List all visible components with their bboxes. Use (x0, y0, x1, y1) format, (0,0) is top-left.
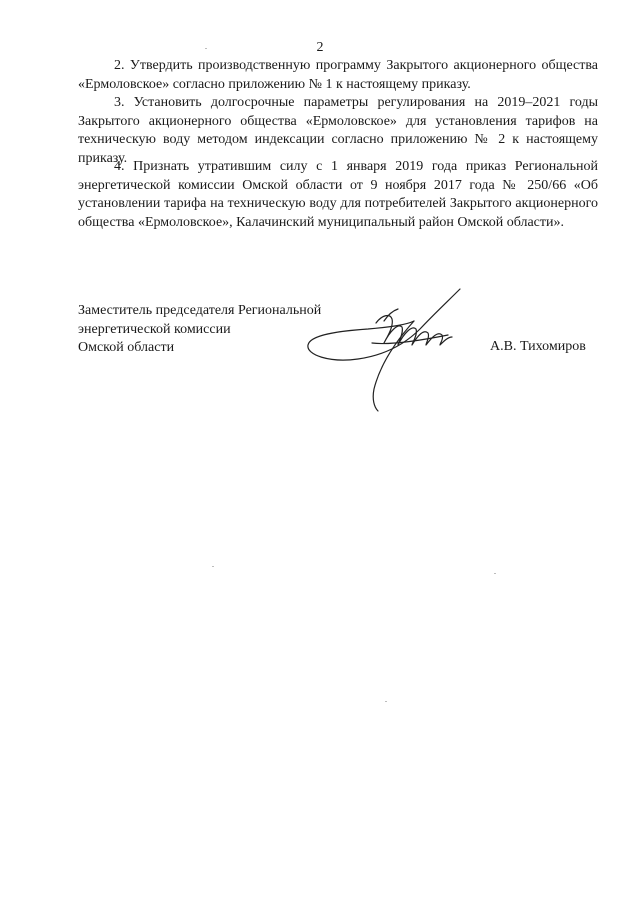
handwritten-signature (288, 285, 468, 415)
signer-name: А.В. Тихомиров (490, 339, 586, 354)
scan-speck (494, 573, 496, 574)
page-number: 2 (316, 40, 324, 55)
paragraph-item-3: 3. Установить долгосрочные параметры регулирования на 2019–2021 годы Закрытого акционерного общества «Ермоловское» для установления тарифов на техническую воду методом индексации согласно приложению № 2 к настоящему приказу. (78, 95, 598, 166)
scan-speck (385, 701, 387, 702)
signer-title-line: Омской области (78, 340, 175, 355)
scan-speck (205, 48, 207, 49)
scan-speck (212, 566, 214, 567)
signer-title-line: энергетической комиссии (78, 321, 231, 337)
paragraph-item-4: 4. Признать утратившим силу с 1 января 2019 года приказ Региональной энергетической комиссии Омской области от 9 ноября 2017 года № 250/66 «Об установлении тарифа на техническую воду для потребителей Закрытого акционерного общества «Ермоловское», Калачинский муниципальный район Омской области». (78, 159, 598, 230)
signer-title-line: Заместитель председателя Региональной (78, 303, 322, 318)
paragraph-item-2: 2. Утвердить производственную программу Закрытого акционерного общества «Ермоловское» согласно приложению № 1 к настоящему приказу. (78, 58, 598, 92)
signer-title (78, 302, 321, 358)
